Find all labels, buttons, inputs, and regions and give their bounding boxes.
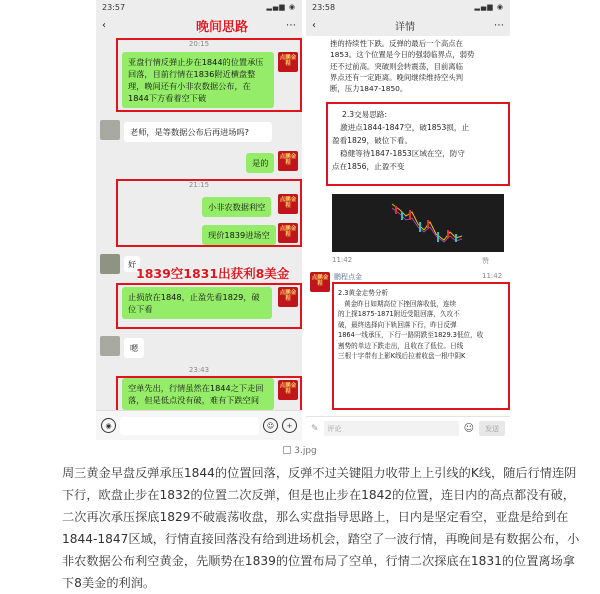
message-bubble[interactable]: 好 bbox=[124, 256, 140, 272]
avatar[interactable]: 点鹏金程 bbox=[278, 52, 298, 72]
edit-icon: ✎ bbox=[311, 423, 319, 434]
strategy-line: 点在1856，止盈不变 bbox=[332, 162, 405, 171]
message-bubble[interactable]: 亚盘行情反弹止步在1844的位置承压回落，目前行情在1836附近横盘整理，晚间还有小非农数据公布，在1844下方看着空下破 bbox=[122, 52, 274, 108]
caption-text: 3.jpg bbox=[294, 446, 317, 456]
emoji-icon[interactable]: ☺ bbox=[463, 423, 474, 434]
status-bar bbox=[306, 0, 510, 14]
analysis-line: 三根十字带有上影K线后拉着收盘一根中阴K bbox=[338, 352, 466, 360]
message-bubble[interactable]: 现价1839进场空 bbox=[202, 225, 276, 245]
article-text bbox=[330, 38, 504, 94]
strategy-text bbox=[332, 108, 504, 173]
avatar[interactable]: 点鹏金程 bbox=[278, 194, 298, 214]
chat-screenshot-composite bbox=[96, 0, 510, 440]
signal-icons: ▂▄▆ ◉ bbox=[474, 3, 504, 11]
candlestick-chart-image[interactable] bbox=[332, 194, 504, 252]
left-phone-screen bbox=[96, 0, 302, 440]
emoji-icon[interactable]: ☺ bbox=[263, 418, 278, 433]
timestamp: 20:15 bbox=[188, 40, 210, 48]
avatar[interactable]: 点鹏金程 bbox=[278, 151, 298, 171]
title-overlay: 晚间思路 bbox=[196, 20, 249, 35]
avatar[interactable] bbox=[100, 120, 120, 140]
timestamp: 21:15 bbox=[188, 181, 210, 189]
message-bubble[interactable]: 嗯 bbox=[124, 338, 144, 358]
comment-input[interactable]: 评论 bbox=[324, 421, 459, 436]
message-input[interactable] bbox=[120, 417, 259, 435]
more-icon[interactable]: ⋯ bbox=[286, 19, 296, 31]
signal-icons: ▂▄▆ ◉ bbox=[266, 3, 296, 11]
back-icon[interactable]: ‹ bbox=[102, 19, 106, 31]
timestamp: 23:43 bbox=[188, 366, 210, 374]
status-time: 23:57 bbox=[102, 2, 126, 12]
message-bubble[interactable]: 小非农数据利空 bbox=[202, 197, 271, 217]
avatar[interactable]: 点鹏金程 bbox=[278, 287, 298, 307]
poster-avatar[interactable]: 点鹏金程 bbox=[310, 272, 330, 292]
more-icon[interactable]: ⋯ bbox=[494, 19, 504, 31]
article-line: 挫的持续性下跌。反弹的最后一个高点在 bbox=[330, 39, 464, 48]
analysis-line: 割势的单边下跌走出，且收在了低位。日线 bbox=[338, 341, 464, 350]
analysis-line: 的上探1875-1871附近受阻回落，久攻不 bbox=[338, 310, 460, 318]
analysis-title: 2.3黄金走势分析 bbox=[338, 289, 389, 297]
image-icon bbox=[283, 446, 291, 454]
image-caption bbox=[0, 446, 600, 456]
status-time: 23:58 bbox=[312, 2, 336, 12]
right-phone-screen bbox=[306, 0, 510, 440]
article-line: 界点还有一定距离。晚间继续维持空头判 bbox=[330, 72, 464, 82]
analysis-line: 破，最终选择向下轨回落下行，昨日反弹 bbox=[338, 320, 457, 329]
analysis-line: 1864一线承压，下行一路阴跌至1829.3低位，收 bbox=[338, 331, 484, 339]
article-line: 1853。这个位置是今日的强弱临界点，弱势 bbox=[330, 50, 475, 60]
avatar[interactable] bbox=[100, 254, 120, 274]
article-line: 还不过前高。突破则会转震荡，目前离临 bbox=[330, 61, 464, 71]
strategy-line: 激进点1844-1847空，破1853损，止 bbox=[340, 123, 470, 132]
post-time: 11:42 bbox=[482, 272, 503, 280]
strategy-line: 稳健等待1847-1853区域在空，防守 bbox=[340, 149, 465, 158]
poster-name[interactable]: 鹏程点金 bbox=[334, 273, 362, 281]
message-bubble[interactable]: 止损放在1848，止盈先看1829，破位下看 bbox=[122, 287, 272, 319]
strategy-line: 盈看1829，破位下看。 bbox=[332, 136, 413, 145]
analysis-line: 黄金昨日如期高位下挫回落收低，连续 bbox=[344, 299, 457, 308]
avatar[interactable] bbox=[100, 336, 120, 356]
message-bubble[interactable]: 空单先出，行情虽然在1844之下走回落，但是低点没有破，难有下跌空间 bbox=[122, 378, 274, 410]
avatar[interactable]: 点鹏金程 bbox=[278, 223, 298, 243]
detail-navbar bbox=[306, 14, 510, 36]
analysis-text bbox=[338, 288, 504, 362]
message-bubble[interactable]: 是的 bbox=[246, 153, 274, 173]
voice-icon[interactable]: ◉ bbox=[101, 418, 116, 433]
comment-time: 11:42 bbox=[332, 256, 353, 264]
post-detail bbox=[306, 36, 510, 416]
body-paragraph: 周三黄金早盘反弹承压1844的位置回落，反弹不过关键阻力收带上上引线的K线，随后行情连阴下行，欧盘止步在1832的位置二次反弹，但是也止步在1842的位置，连日内的高点都没有破，二次再次承压探底1829不破震荡收盘，那么实盘指导思路上，日内是坚定看空，亚盘是给到在1844-1847区域，行情直接回落没有给到进场机会，踏空了一波行情，再晚间是有数据公布，小非农数据公布利空黄金，先顺势在1839的位置布局了空单，行情二次探底在1831的位置离场拿下8美金的利润。 bbox=[62, 466, 580, 590]
avatar[interactable]: 点鹏金程 bbox=[278, 380, 298, 400]
strategy-title: 2.3交易思路: bbox=[342, 110, 388, 119]
chat-area bbox=[96, 36, 302, 410]
status-bar bbox=[96, 0, 302, 14]
article-line: 断，压力1847-1850。 bbox=[330, 84, 408, 94]
chat-input-bar bbox=[96, 410, 302, 440]
like-button[interactable]: 赞 bbox=[482, 257, 489, 265]
nav-title: 详情 bbox=[395, 21, 415, 33]
send-button[interactable]: 发送 bbox=[479, 421, 505, 436]
plus-icon[interactable]: + bbox=[282, 418, 297, 433]
comment-bar bbox=[306, 416, 510, 440]
profit-overlay: 1839空1831出获利8美金 bbox=[136, 266, 290, 281]
back-icon[interactable]: ‹ bbox=[312, 19, 316, 31]
message-bubble[interactable]: 老师，是等数据公布后再进场吗? bbox=[124, 122, 272, 142]
